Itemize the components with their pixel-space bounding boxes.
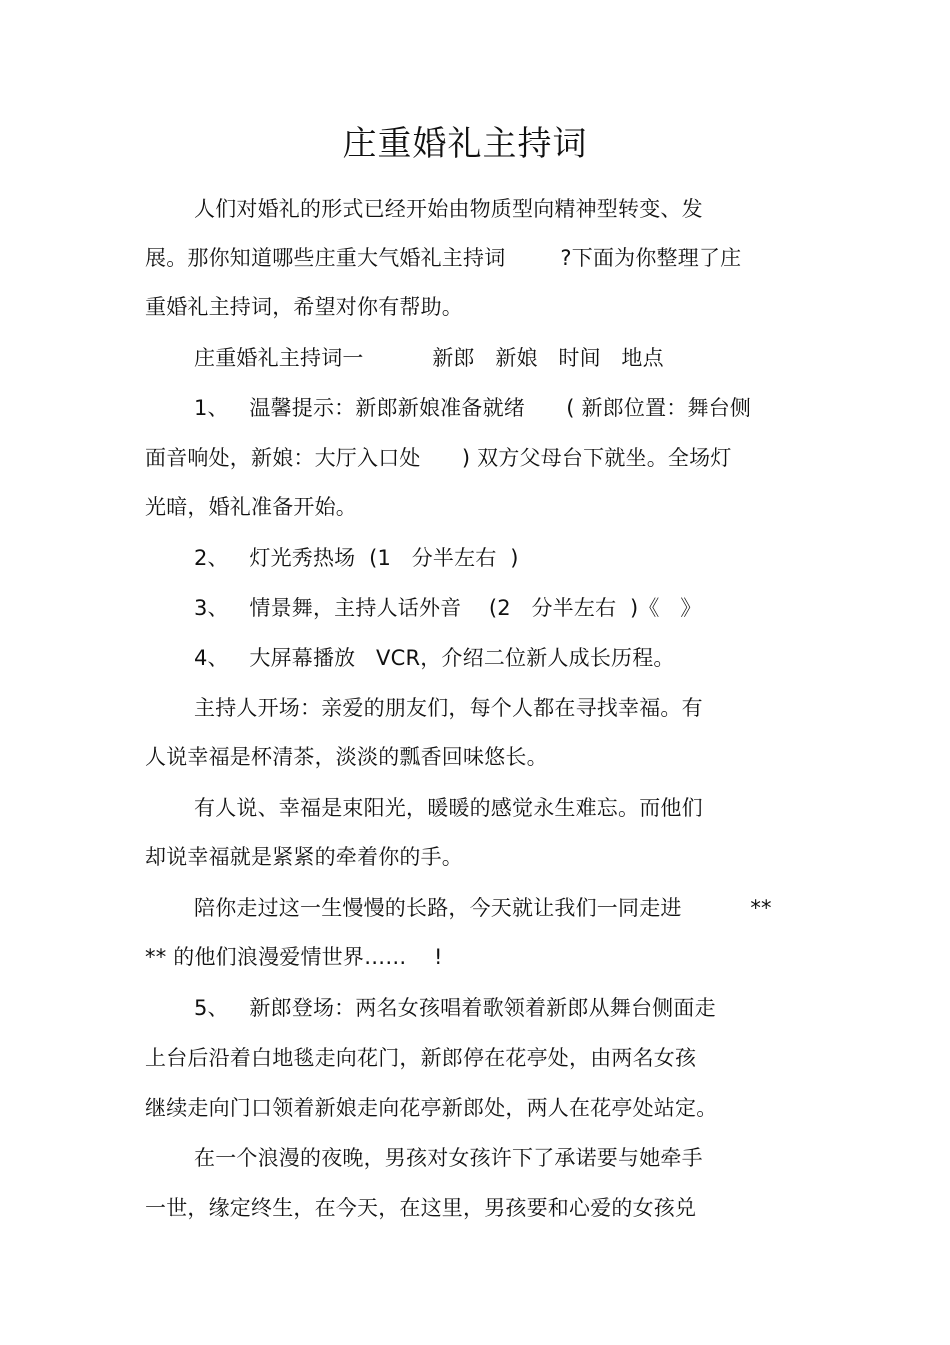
paragraph-line: 1、 温馨提示：新郎新娘准备就绪 ( 新郎位置：舞台侧 — [194, 396, 752, 420]
paragraph-line: 继续走向门口领着新娘走向花亭新郎处，两人在花亭处站定。 — [145, 1096, 718, 1120]
paragraph-line: 却说幸福就是紧紧的牵着你的手。 — [145, 845, 463, 869]
paragraph-line: 上台后沿着白地毯走向花门，新郎停在花亭处，由两名女孩 — [145, 1046, 697, 1070]
paragraph-line: 5、 新郎登场：两名女孩唱着歌领着新郎从舞台侧面走 — [194, 996, 716, 1020]
paragraph-line: 光暗，婚礼准备开始。 — [145, 495, 357, 519]
paragraph-line: 庄重婚礼主持词一 新郎 新娘 时间 地点 — [194, 346, 664, 370]
paragraph-line: 面音响处，新娘：大厅入口处 ) 双方父母台下就坐。全场灯 — [145, 446, 732, 470]
paragraph-line: 主持人开场：亲爱的朋友们，每个人都在寻找幸福。有 — [194, 696, 703, 720]
paragraph-line: 重婚礼主持词，希望对你有帮助。 — [145, 295, 463, 319]
paragraph-line: 展。那你知道哪些庄重大气婚礼主持词 ?下面为你整理了庄 — [145, 246, 742, 270]
paragraph-line: 在一个浪漫的夜晚，男孩对女孩许下了承诺要与她牵手 — [194, 1146, 703, 1170]
paragraph-line: 3、 情景舞，主持人话外音 (2 分半左右 )《 》 — [194, 596, 702, 620]
paragraph-line: 陪你走过这一生慢慢的长路，今天就让我们一同走进 ** — [194, 896, 772, 920]
paragraph-line: 人说幸福是杯清茶，淡淡的瓢香回味悠长。 — [145, 745, 548, 769]
document-title: 庄重婚礼主持词 — [342, 124, 588, 164]
paragraph-line: ** 的他们浪漫爱情世界…… ! — [145, 945, 443, 969]
paragraph-line: 2、 灯光秀热场 (1 分半左右 ) — [194, 546, 519, 570]
paragraph-line: 一世，缘定终生，在今天，在这里，男孩要和心爱的女孩兑 — [145, 1196, 697, 1220]
paragraph-line: 人们对婚礼的形式已经开始由物质型向精神型转变、发 — [194, 197, 703, 221]
paragraph-line: 有人说、幸福是束阳光，暖暖的感觉永生难忘。而他们 — [194, 796, 703, 820]
paragraph-line: 4、 大屏幕播放 VCR，介绍二位新人成长历程。 — [194, 646, 675, 670]
